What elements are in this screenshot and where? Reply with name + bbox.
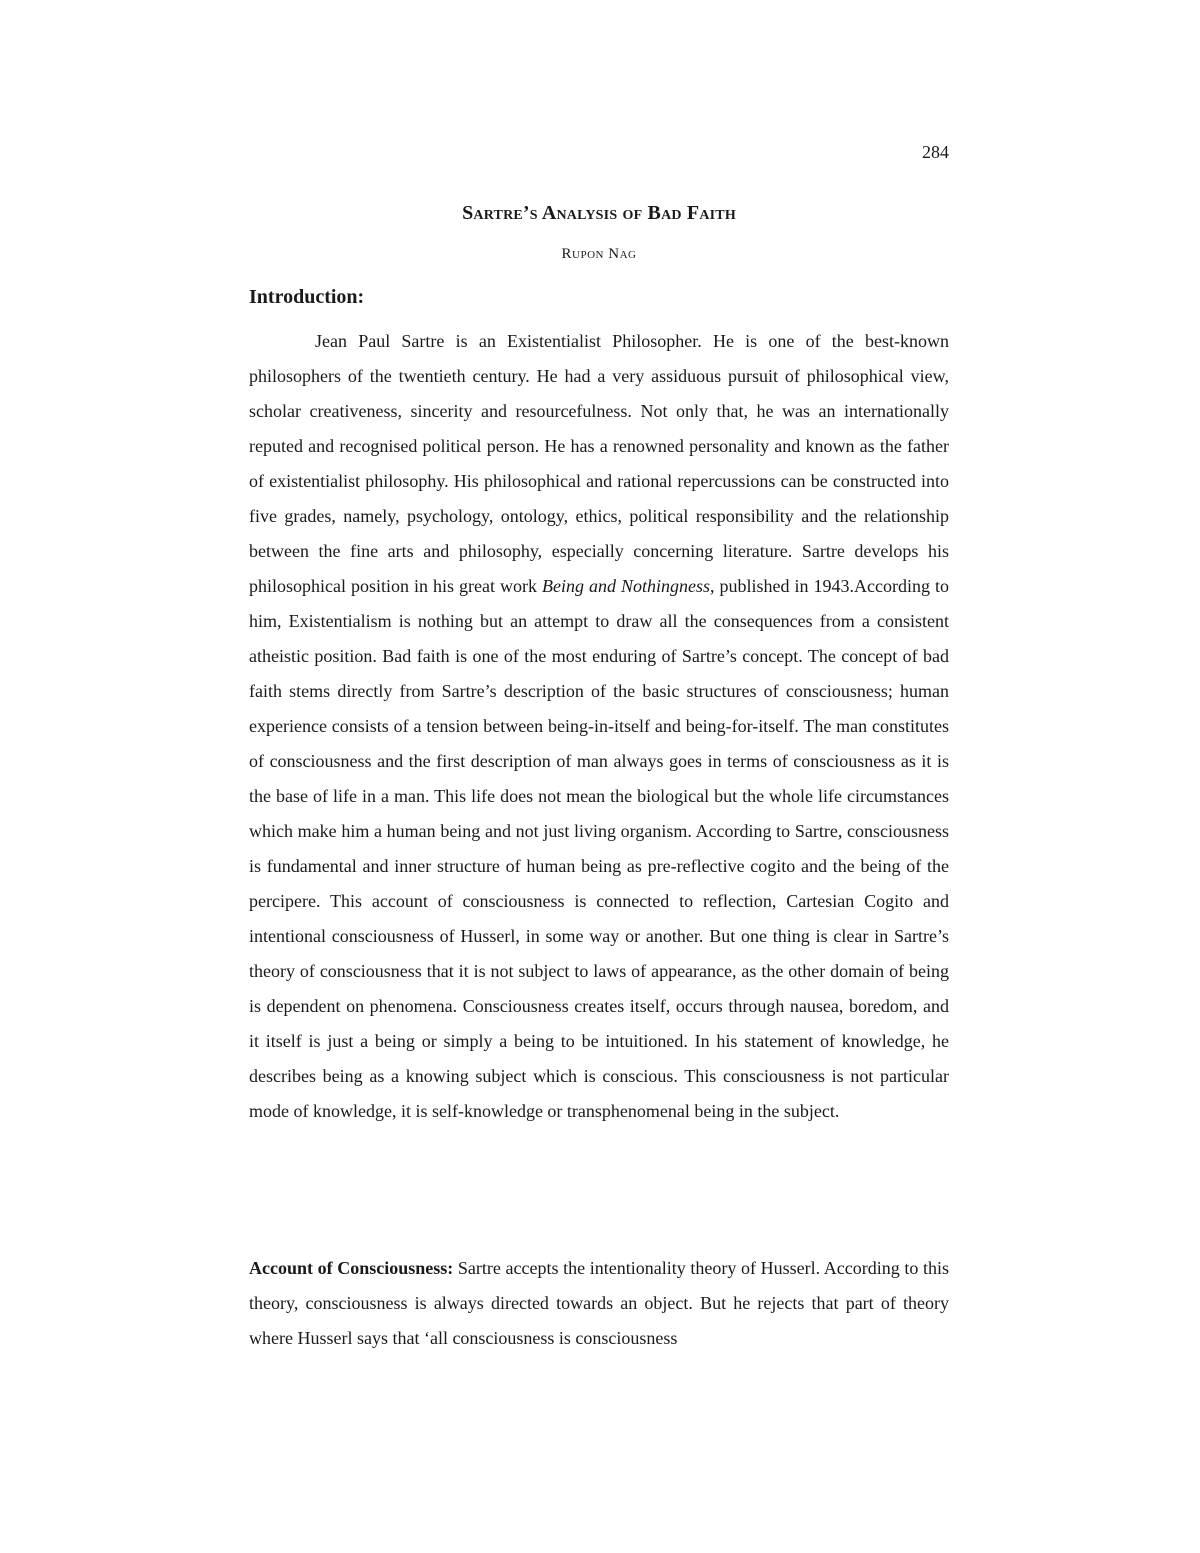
consciousness-heading: Account of Consciousness:: [249, 1258, 454, 1278]
consciousness-paragraph: [249, 1251, 949, 1356]
introduction-paragraph: [249, 324, 949, 1129]
consciousness-text: Sartre accepts the intentionality theory of Husserl. According to this theory, consciousness is always directed towards an object. But he rejects that part of theory where Husserl says that ‘all consciousness is consciousness: [249, 1258, 949, 1348]
paragraph-text-continued: , published in 1943.According to him, Existentialism is nothing but an attempt to draw all the consequences from a consistent atheistic position. Bad faith is one of the most enduring of Sartre’s concept. The concept of bad faith stems directly from Sartre’s description of the basic structures of consciousness; human experience consists of a tension between being-in-itself and being-for-itself. The man constitutes of consciousness and the first description of man always goes in terms of consciousness as it is the base of life in a man. This life does not mean the biological but the whole life circumstances which make him a human being and not just living organism. According to Sartre, consciousness is fundamental and inner structure of human being as pre-reflective cogito and the being of the percipere. This account of consciousness is connected to reflection, Cartesian Cogito and intentional consciousness of Husserl, in some way or another. But one thing is clear in Sartre’s theory of consciousness that it is not subject to laws of appearance, as the other domain of being is dependent on phenomena. Consciousness creates itself, occurs through nausea, boredom, and it itself is just a being or simply a being to be intuitioned. In his statement of knowledge, he describes being as a knowing subject which is conscious. This consciousness is not particular mode of knowledge, it is self-knowledge or transphenomenal being in the subject.: [249, 576, 949, 1121]
author-name: Rupon Nag: [561, 246, 637, 262]
article-title: Sartre’s Analysis of Bad Faith: [462, 202, 736, 224]
introduction-heading: Introduction:: [249, 286, 365, 308]
book-title: Being and Nothingness: [542, 576, 710, 596]
paragraph-text: Jean Paul Sartre is an Existentialist Philosopher. He is one of the best-known philosophers of the twentieth century. He had a very assiduous pursuit of philosophical view, scholar creativeness, sincerity and resourcefulness. Not only that, he was an internationally reputed and recognised political person. He has a renowned personality and known as the father of existentialist philosophy. His philosophical and rational repercussions can be constructed into five grades, namely, psychology, ontology, ethics, political responsibility and the relationship between the fine arts and philosophy, especially concerning literature. Sartre develops his philosophical position in his great work: [249, 331, 949, 596]
page-number: 284: [922, 142, 949, 162]
